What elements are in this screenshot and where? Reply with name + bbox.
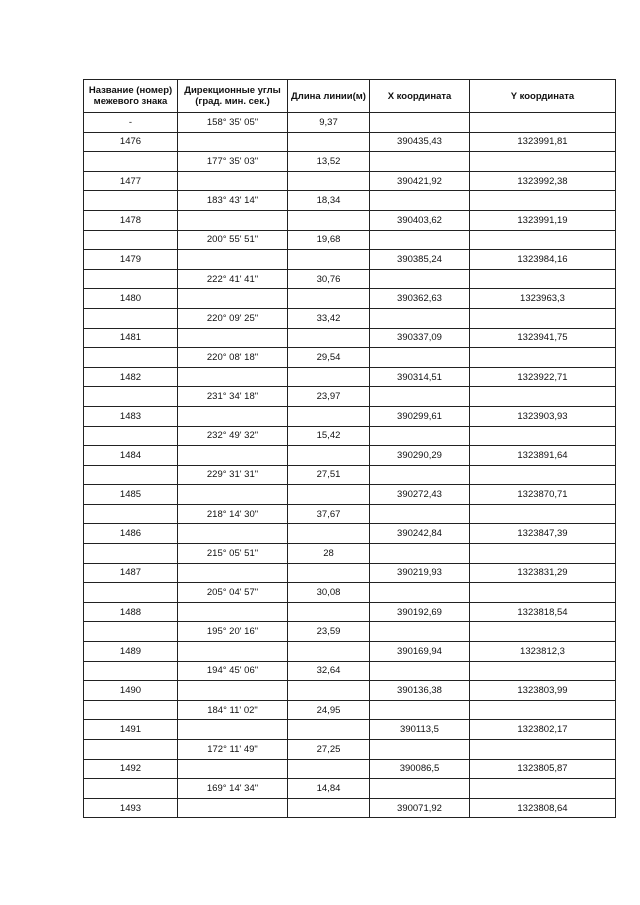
mark-name-cell [84,152,178,172]
mark-name-cell [84,387,178,407]
y-coordinate-cell: 1323831,29 [470,563,616,583]
direction-angle-cell [178,681,288,701]
y-coordinate-cell: 1323922,71 [470,367,616,387]
mark-name-cell: 1491 [84,720,178,740]
mark-name-cell: 1479 [84,250,178,270]
direction-angle-cell [178,406,288,426]
mark-name-cell [84,740,178,760]
mark-name-cell: 1483 [84,406,178,426]
header-mark-name: Название (номер) межевого знака [84,80,178,113]
direction-angle-cell [178,250,288,270]
x-coordinate-cell: 390362,63 [370,289,470,309]
table-row [84,191,616,211]
y-coordinate-cell [470,661,616,681]
x-coordinate-cell: 390421,92 [370,171,470,191]
table-row [84,465,616,485]
y-coordinate-cell [470,191,616,211]
line-length-cell [288,171,370,191]
mark-name-cell [84,504,178,524]
y-coordinate-cell: 1323808,64 [470,798,616,818]
line-length-cell: 18,34 [288,191,370,211]
x-coordinate-cell: 390136,38 [370,681,470,701]
y-coordinate-cell [470,504,616,524]
direction-angle-cell: 195° 20' 16" [178,622,288,642]
direction-angle-cell [178,289,288,309]
mark-name-cell: 1489 [84,642,178,662]
y-coordinate-cell [470,308,616,328]
direction-angle-cell [178,132,288,152]
table-body [84,113,616,818]
table-row [84,602,616,622]
mark-name-cell: 1485 [84,485,178,505]
x-coordinate-cell [370,348,470,368]
table-row [84,250,616,270]
y-coordinate-cell: 1323984,16 [470,250,616,270]
line-length-cell: 27,25 [288,740,370,760]
mark-name-cell: 1477 [84,171,178,191]
y-coordinate-cell: 1323870,71 [470,485,616,505]
x-coordinate-cell [370,426,470,446]
x-coordinate-cell: 390337,09 [370,328,470,348]
y-coordinate-cell [470,583,616,603]
direction-angle-cell [178,524,288,544]
x-coordinate-cell: 390071,92 [370,798,470,818]
table-row [84,798,616,818]
y-coordinate-cell: 1323847,39 [470,524,616,544]
line-length-cell: 24,95 [288,700,370,720]
line-length-cell [288,328,370,348]
y-coordinate-cell: 1323812,3 [470,642,616,662]
direction-angle-cell: 231° 34' 18" [178,387,288,407]
y-coordinate-cell: 1323903,93 [470,406,616,426]
line-length-cell: 30,76 [288,269,370,289]
y-coordinate-cell: 1323941,75 [470,328,616,348]
table-row [84,387,616,407]
y-coordinate-cell [470,113,616,133]
x-coordinate-cell [370,387,470,407]
table-row [84,328,616,348]
mark-name-cell: 1488 [84,602,178,622]
table-row [84,269,616,289]
y-coordinate-cell: 1323963,3 [470,289,616,309]
line-length-cell: 30,08 [288,583,370,603]
table-row [84,661,616,681]
x-coordinate-cell [370,465,470,485]
mark-name-cell [84,308,178,328]
x-coordinate-cell: 390242,84 [370,524,470,544]
mark-name-cell [84,348,178,368]
line-length-cell: 29,54 [288,348,370,368]
direction-angle-cell [178,328,288,348]
mark-name-cell [84,269,178,289]
direction-angle-cell [178,798,288,818]
x-coordinate-cell: 390086,5 [370,759,470,779]
line-length-cell: 9,37 [288,113,370,133]
direction-angle-cell [178,446,288,466]
table-row [84,544,616,564]
x-coordinate-cell [370,191,470,211]
y-coordinate-cell [470,779,616,799]
y-coordinate-cell: 1323991,81 [470,132,616,152]
x-coordinate-cell: 390435,43 [370,132,470,152]
table-row [84,504,616,524]
direction-angle-cell: 220° 09' 25" [178,308,288,328]
y-coordinate-cell: 1323805,87 [470,759,616,779]
line-length-cell [288,367,370,387]
direction-angle-cell: 169° 14' 34" [178,779,288,799]
table-row [84,740,616,760]
x-coordinate-cell [370,269,470,289]
mark-name-cell [84,779,178,799]
table-row [84,485,616,505]
line-length-cell: 37,67 [288,504,370,524]
y-coordinate-cell [470,700,616,720]
x-coordinate-cell [370,583,470,603]
x-coordinate-cell [370,152,470,172]
y-coordinate-cell [470,348,616,368]
table-row [84,230,616,250]
x-coordinate-cell: 390219,93 [370,563,470,583]
mark-name-cell [84,622,178,642]
direction-angle-cell: 194° 45' 06" [178,661,288,681]
mark-name-cell: 1486 [84,524,178,544]
direction-angle-cell [178,563,288,583]
mark-name-cell [84,465,178,485]
mark-name-cell: 1492 [84,759,178,779]
y-coordinate-cell [470,230,616,250]
line-length-cell: 14,84 [288,779,370,799]
line-length-cell [288,250,370,270]
line-length-cell: 32,64 [288,661,370,681]
mark-name-cell: 1493 [84,798,178,818]
y-coordinate-cell [470,426,616,446]
header-x-coordinate: X координата [370,80,470,113]
line-length-cell [288,642,370,662]
table-row [84,524,616,544]
direction-angle-cell: 218° 14' 30" [178,504,288,524]
y-coordinate-cell [470,465,616,485]
x-coordinate-cell [370,700,470,720]
table-row [84,642,616,662]
y-coordinate-cell [470,740,616,760]
line-length-cell [288,563,370,583]
line-length-cell: 33,42 [288,308,370,328]
table-row [84,622,616,642]
table-row [84,152,616,172]
mark-name-cell: 1480 [84,289,178,309]
table-row [84,759,616,779]
table-row [84,171,616,191]
line-length-cell: 13,52 [288,152,370,172]
y-coordinate-cell: 1323818,54 [470,602,616,622]
mark-name-cell: 1481 [84,328,178,348]
x-coordinate-cell [370,544,470,564]
direction-angle-cell: 229° 31' 31" [178,465,288,485]
line-length-cell [288,524,370,544]
line-length-cell [288,446,370,466]
x-coordinate-cell [370,661,470,681]
mark-name-cell: 1478 [84,210,178,230]
x-coordinate-cell: 390290,29 [370,446,470,466]
table-header-row [84,80,616,113]
mark-name-cell [84,700,178,720]
direction-angle-cell [178,367,288,387]
line-length-cell: 15,42 [288,426,370,446]
line-length-cell [288,798,370,818]
x-coordinate-cell [370,622,470,642]
direction-angle-cell: 183° 43' 14" [178,191,288,211]
x-coordinate-cell: 390272,43 [370,485,470,505]
direction-angle-cell: 215° 05' 51" [178,544,288,564]
y-coordinate-cell [470,269,616,289]
table-row [84,113,616,133]
line-length-cell [288,406,370,426]
line-length-cell [288,759,370,779]
table-row [84,367,616,387]
line-length-cell: 27,51 [288,465,370,485]
header-line-length: Длина линии(м) [288,80,370,113]
x-coordinate-cell [370,504,470,524]
line-length-cell [288,720,370,740]
mark-name-cell: 1490 [84,681,178,701]
direction-angle-cell: 172° 11' 49" [178,740,288,760]
mark-name-cell: 1482 [84,367,178,387]
mark-name-cell: 1487 [84,563,178,583]
x-coordinate-cell [370,113,470,133]
y-coordinate-cell [470,387,616,407]
mark-name-cell [84,661,178,681]
line-length-cell: 23,97 [288,387,370,407]
header-direction-angle: Дирекционные углы (град. мин. сек.) [178,80,288,113]
y-coordinate-cell [470,152,616,172]
line-length-cell: 23,59 [288,622,370,642]
x-coordinate-cell: 390192,69 [370,602,470,622]
table-row [84,720,616,740]
y-coordinate-cell: 1323803,99 [470,681,616,701]
mark-name-cell [84,426,178,446]
table-row [84,308,616,328]
direction-angle-cell: 205° 04' 57" [178,583,288,603]
direction-angle-cell [178,720,288,740]
line-length-cell [288,132,370,152]
direction-angle-cell: 222° 41' 41" [178,269,288,289]
line-length-cell [288,602,370,622]
table-row [84,681,616,701]
table-row [84,348,616,368]
table-row [84,210,616,230]
line-length-cell [288,210,370,230]
line-length-cell: 19,68 [288,230,370,250]
mark-name-cell [84,583,178,603]
direction-angle-cell: 200° 55' 51" [178,230,288,250]
table-row [84,406,616,426]
direction-angle-cell [178,171,288,191]
x-coordinate-cell [370,740,470,760]
line-length-cell [288,289,370,309]
mark-name-cell [84,191,178,211]
boundary-coordinates-table [83,79,616,818]
direction-angle-cell [178,642,288,662]
direction-angle-cell [178,485,288,505]
line-length-cell [288,485,370,505]
direction-angle-cell: 184° 11' 02" [178,700,288,720]
mark-name-cell: 1484 [84,446,178,466]
table-row [84,132,616,152]
direction-angle-cell: 232° 49' 32" [178,426,288,446]
table-row [84,583,616,603]
direction-angle-cell: 177° 35' 03" [178,152,288,172]
y-coordinate-cell [470,544,616,564]
mark-name-cell [84,230,178,250]
table-row [84,700,616,720]
x-coordinate-cell [370,308,470,328]
x-coordinate-cell: 390113,5 [370,720,470,740]
x-coordinate-cell [370,230,470,250]
x-coordinate-cell: 390403,62 [370,210,470,230]
direction-angle-cell [178,759,288,779]
mark-name-cell: 1476 [84,132,178,152]
direction-angle-cell [178,210,288,230]
y-coordinate-cell: 1323991,19 [470,210,616,230]
y-coordinate-cell: 1323891,64 [470,446,616,466]
x-coordinate-cell: 390169,94 [370,642,470,662]
y-coordinate-cell: 1323992,38 [470,171,616,191]
y-coordinate-cell [470,622,616,642]
table-row [84,563,616,583]
header-y-coordinate: Y координата [470,80,616,113]
line-length-cell: 28 [288,544,370,564]
y-coordinate-cell: 1323802,17 [470,720,616,740]
direction-angle-cell [178,602,288,622]
x-coordinate-cell: 390314,51 [370,367,470,387]
x-coordinate-cell: 390299,61 [370,406,470,426]
table-row [84,289,616,309]
table-row [84,426,616,446]
mark-name-cell: - [84,113,178,133]
x-coordinate-cell: 390385,24 [370,250,470,270]
mark-name-cell [84,544,178,564]
direction-angle-cell: 158° 35' 05" [178,113,288,133]
table-row [84,779,616,799]
direction-angle-cell: 220° 08' 18" [178,348,288,368]
line-length-cell [288,681,370,701]
x-coordinate-cell [370,779,470,799]
table-row [84,446,616,466]
